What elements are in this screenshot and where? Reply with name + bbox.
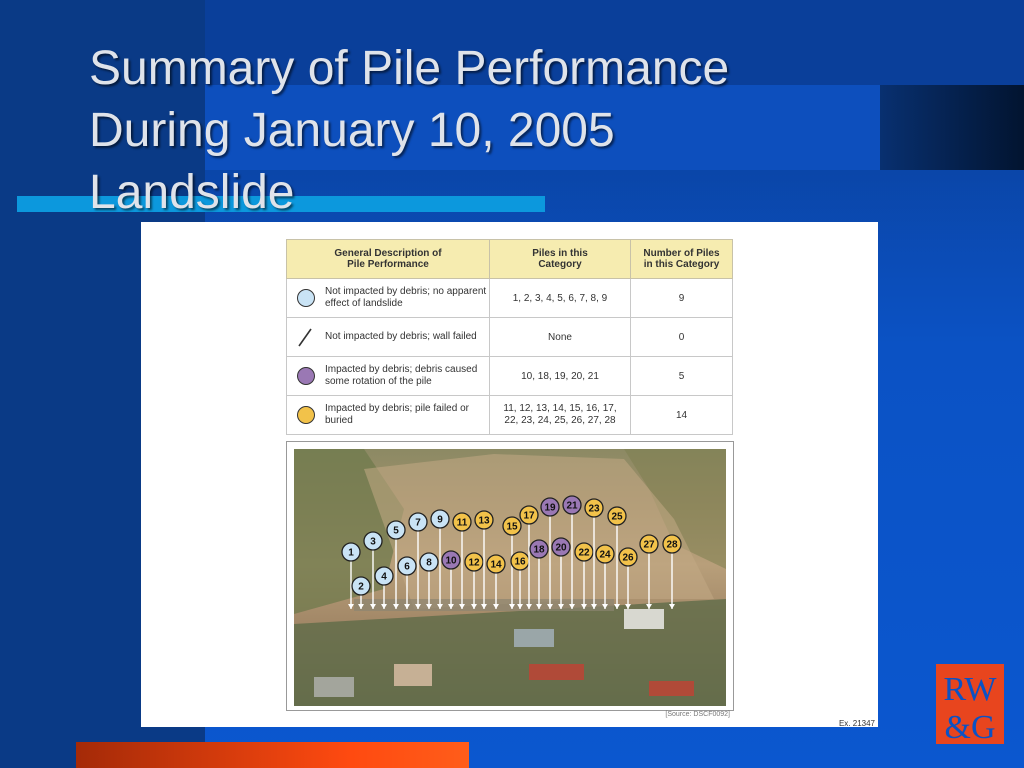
pile-marker-label: 3 [370, 536, 376, 548]
table-row [287, 357, 733, 396]
exhibit-number: Ex. 21347 [838, 719, 875, 728]
bottom-accent-bar [76, 742, 469, 768]
column-header-description: General Description of Pile Performance [287, 240, 490, 279]
table-row [287, 318, 733, 357]
pile-marker-label: 4 [381, 571, 387, 583]
pile-marker-label: 2 [358, 581, 364, 593]
column-header-count: Number of Piles in this Category [631, 240, 733, 279]
pile-marker-label: 27 [643, 539, 655, 551]
pile-marker-label: 20 [555, 542, 567, 554]
row-count: 0 [631, 318, 733, 357]
row-description: Impacted by debris; pile failed or buried [325, 403, 469, 426]
exhibit-figure [141, 222, 878, 727]
row-piles: None [490, 318, 631, 357]
pile-marker-label: 17 [523, 510, 535, 522]
column-header-piles: Piles in this Category [490, 240, 631, 279]
pile-performance-table [286, 239, 733, 435]
rwg-logo [936, 664, 1004, 744]
row-count: 14 [631, 396, 733, 435]
row-count: 9 [631, 279, 733, 318]
landslide-photo-frame [286, 441, 734, 711]
pile-marker-label: 26 [622, 552, 634, 564]
pile-marker-label: 5 [393, 525, 399, 537]
pile-marker-label: 25 [611, 511, 623, 523]
pile-marker-label: 28 [666, 539, 678, 551]
row-description: Impacted by debris; debris caused some rotation of the pile [325, 364, 478, 387]
pile-marker-label: 6 [404, 561, 410, 573]
pile-marker-label: 19 [544, 502, 556, 514]
pile-marker-label: 12 [468, 557, 480, 569]
table-header-row [287, 240, 733, 279]
pile-marker-label: 15 [506, 521, 518, 533]
table-row [287, 396, 733, 435]
svg-text:&G: &G [944, 709, 996, 744]
pile-marker-label: 9 [437, 514, 443, 526]
photo-source-caption: [Source: DSCF0092] [665, 711, 730, 718]
pile-marker-label: 18 [533, 544, 545, 556]
pile-marker-label: 14 [490, 559, 502, 571]
table-row [287, 279, 733, 318]
row-count: 5 [631, 357, 733, 396]
pile-marker-label: 10 [445, 555, 457, 567]
slide-title: Summary of Pile Performance During January 10, 2005 Landslide [89, 42, 730, 219]
landslide-photo-graphic [294, 449, 726, 706]
row-piles: 1, 2, 3, 4, 5, 6, 7, 8, 9 [490, 279, 631, 318]
light-blue-circle-icon [295, 287, 317, 309]
pile-marker-label: 11 [456, 517, 468, 529]
landslide-aerial-photo [294, 449, 726, 706]
pile-marker-label: 13 [478, 515, 490, 527]
yellow-circle-icon [295, 404, 317, 426]
pile-marker-label: 24 [599, 549, 611, 561]
pile-marker-label: 23 [588, 503, 600, 515]
pile-marker-label: 16 [514, 556, 526, 568]
purple-circle-icon [295, 365, 317, 387]
row-description: Not impacted by debris; wall failed [325, 331, 477, 342]
pile-marker-label: 22 [578, 547, 590, 559]
pile-marker-label: 7 [415, 517, 421, 529]
svg-text:RW: RW [943, 671, 997, 708]
pile-marker-label: 1 [348, 547, 354, 559]
pile-marker-label: 21 [566, 500, 578, 512]
pile-marker-label: 8 [426, 557, 432, 569]
background-dark-accent [880, 85, 1024, 170]
row-description: Not impacted by debris; no apparent effect of landslide [325, 286, 487, 309]
slash-line-icon [295, 326, 317, 348]
row-piles: 11, 12, 13, 14, 15, 16, 17, 22, 23, 24, 25, 26, 27, 28 [490, 396, 631, 435]
row-piles: 10, 18, 19, 20, 21 [490, 357, 631, 396]
